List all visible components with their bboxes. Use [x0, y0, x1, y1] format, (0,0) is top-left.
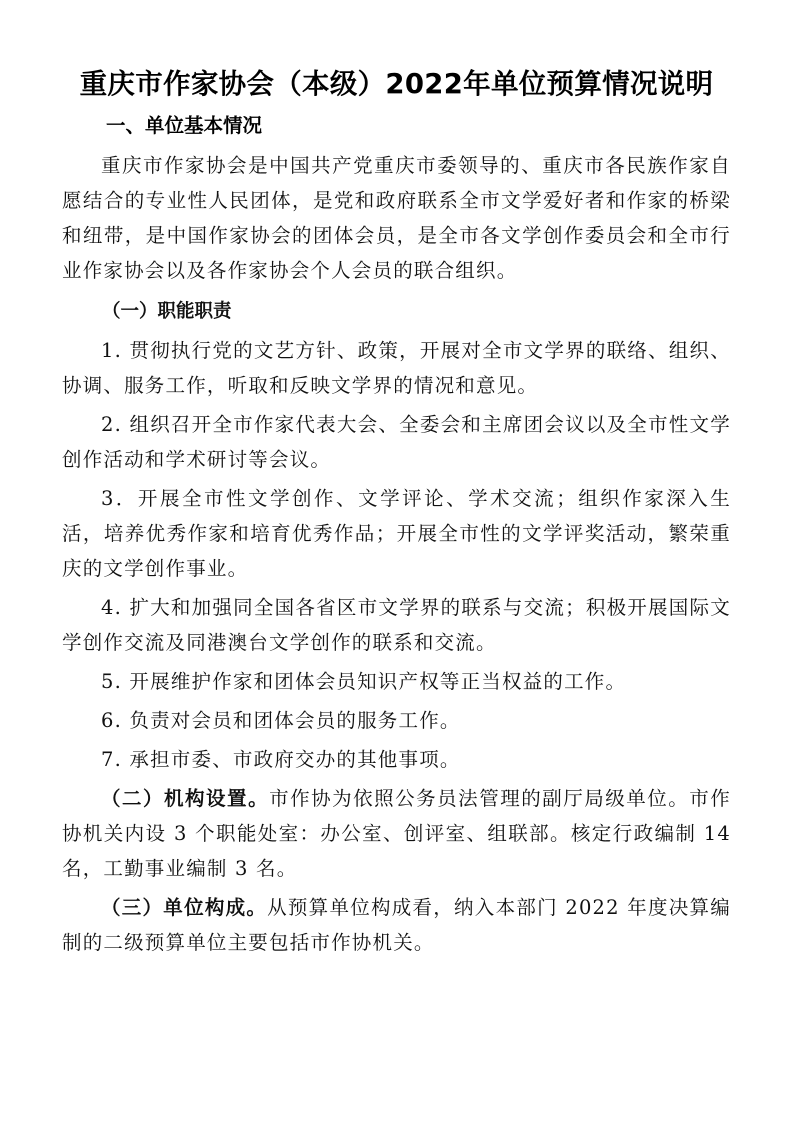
function-item-7: 7. 承担市委、市政府交办的其他事项。 — [101, 748, 461, 771]
intro-paragraph: 重庆市作家协会是中国共产党重庆市委领导的、重庆市各民族作家自愿结合的专业性人民团体，是党和政府联系全市文学爱好者和作家的桥梁和纽带，是中国作家协会的团体会员，是全市各文学创作委员会和全市行业作家协会以及各作家协会个人会员的联合组织。 — [62, 154, 731, 282]
function-item-2: 2. 组织召开全市作家代表大会、全委会和主席团会议以及全市性文学创作活动和学术研讨等会议。 — [62, 413, 731, 471]
composition-text: 从预算单位构成看，纳入本部门 2022 年度决算编制的二级预算单位主要包括市作协机关。 — [62, 896, 731, 954]
function-item-1: 1. 贯彻执行党的文艺方针、政策，开展对全市文学界的联络、组织、协调、服务工作，听取和反映文学界的情况和意见。 — [62, 339, 731, 397]
function-item-3: 3．开展全市性文学创作、文学评论、学术交流；组织作家深入生活，培养优秀作家和培育优秀作品；开展全市性的文学评奖活动，繁荣重庆的文学创作事业。 — [62, 487, 731, 580]
document-title: 重庆市作家协会（本级）2022年单位预算情况说明 — [79, 68, 714, 100]
structure-text: 市作协为依照公务员法管理的副厅局级单位。市作协机关内设 3 个职能处室：办公室、创评室、组联部。核定行政编制 14 名，工勤事业编制 3 名。 — [62, 787, 731, 880]
function-item-6: 6. 负责对会员和团体会员的服务工作。 — [101, 709, 461, 732]
functions-heading: （一）职能职责 — [102, 301, 232, 322]
function-item-4: 4. 扩大和加强同全国各省区市文学界的联系与交流；积极开展国际文学创作交流及同港澳台文学创作的联系和交流。 — [62, 596, 731, 654]
structure-paragraph — [62, 781, 731, 886]
function-item-5: 5. 开展维护作家和团体会员知识产权等正当权益的工作。 — [101, 670, 627, 693]
composition-paragraph — [62, 890, 731, 960]
structure-lead: （二）机构设置。 — [101, 787, 270, 810]
section-heading-basic-info: 一、单位基本情况 — [106, 114, 263, 137]
composition-lead: （三）单位构成。 — [101, 896, 268, 919]
